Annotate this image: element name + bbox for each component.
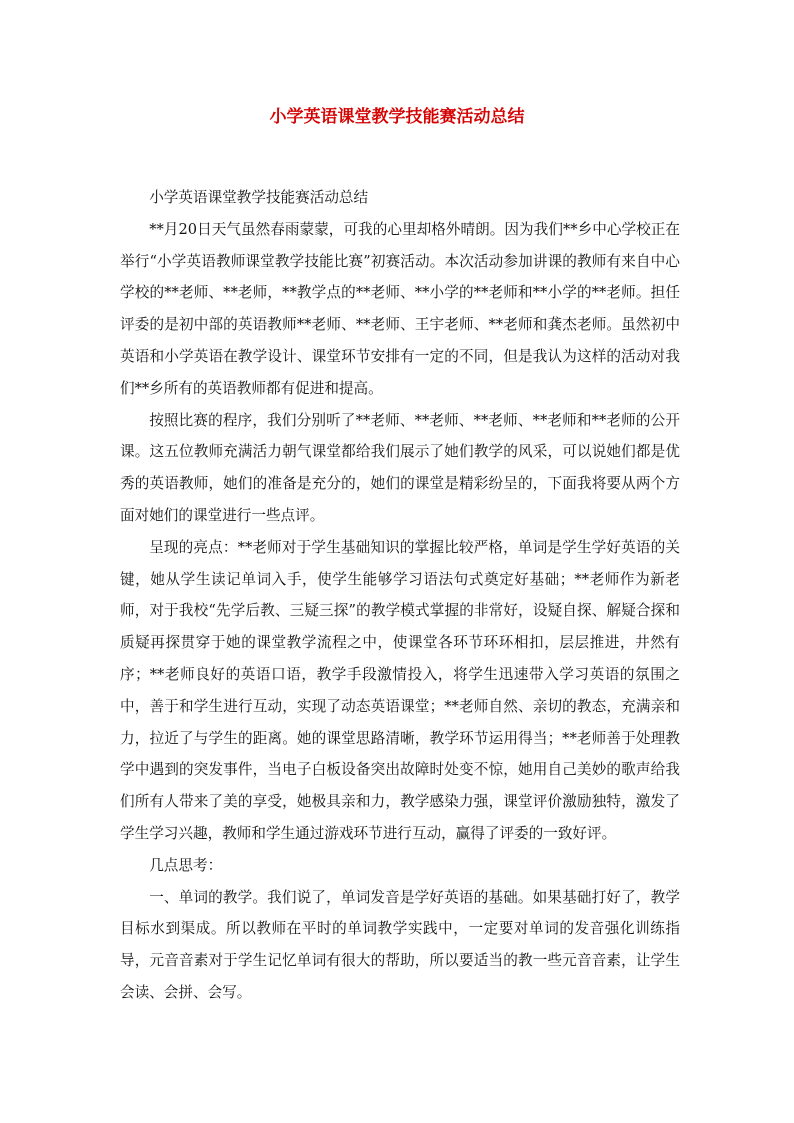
- paragraph-reflection-heading: 几点思考：: [149, 856, 223, 874]
- paragraph-lessons: 按照比赛的程序，我们分别听了**老师、**老师、**老师、**老师和**老师的公开课。这五位教师充满活力朝气课堂都给我们展示了她们教学的风采，可以说她们都是优秀的英语教师，她们的准备是充分的，她们的课堂是精彩纷呈的，下面我将要从两个方面对她们的课堂进行一些点评。: [120, 411, 680, 524]
- paragraph-subtitle: 小学英语课堂教学技能赛活动总结: [149, 189, 369, 206]
- paragraph-vocabulary-teaching: 一、单词的教学。我们说了，单词发音是学好英语的基础。如果基础打好了，教学目标水到渠成。所以教师在平时的单词教学实践中，一定要对单词的发音强化训练指导，元音音素对于学生记忆单词有很大的帮助，所以要适当的教一些元音音素，让学生会读、会拼、会写。: [120, 888, 680, 1001]
- document-title: 小学英语课堂教学技能赛活动总结: [269, 107, 525, 127]
- document-body: [120, 182, 680, 1009]
- paragraph-intro: **月20日天气虽然春雨蒙蒙，可我的心里却格外晴朗。因为我们**乡中心学校正在举行“小学英语教师课堂教学技能比赛”初赛活动。本次活动参加讲课的教师有来自中心学校的**老师、**老师，**教学点的**老师、**小学的**老师和**小学的**老师。担任评委的是初中部的英语教师**老师、**老师、王宇老师、**老师和龚杰老师。虽然初中英语和小学英语在教学设计、课堂环节安排有一定的不同，但是我认为这样的活动对我们**乡所有的英语教师都有促进和提高。: [120, 220, 680, 397]
- paragraph-highlights: 呈现的亮点：**老师对于学生基础知识的掌握比较严格，单词是学生学好英语的关键，她从学生读记单词入手，使学生能够学习语法句式奠定好基础；**老师作为新老师，对于我校“先学后教、三疑三探”的教学模式掌握的非常好，设疑自探、解疑合探和质疑再探贯穿于她的课堂教学流程之中，使课堂各环节环环相扣，层层推进，井然有序；**老师良好的英语口语，教学手段激情投入，将学生迅速带入学习英语的氛围之中，善于和学生进行互动，实现了动态英语课堂；**老师自然、亲切的教态，充满亲和力，拉近了与学生的距离。她的课堂思路清晰，教学环节运用得当；**老师善于处理教学中遇到的突发事件，当电子白板设备突出故障时处变不惊，她用自己美妙的歌声给我们所有人带来了美的享受，她极具亲和力，教学感染力强，课堂评价激励独特，激发了学生学习兴趣，教师和学生通过游戏环节进行互动，赢得了评委的一致好评。: [120, 538, 680, 842]
